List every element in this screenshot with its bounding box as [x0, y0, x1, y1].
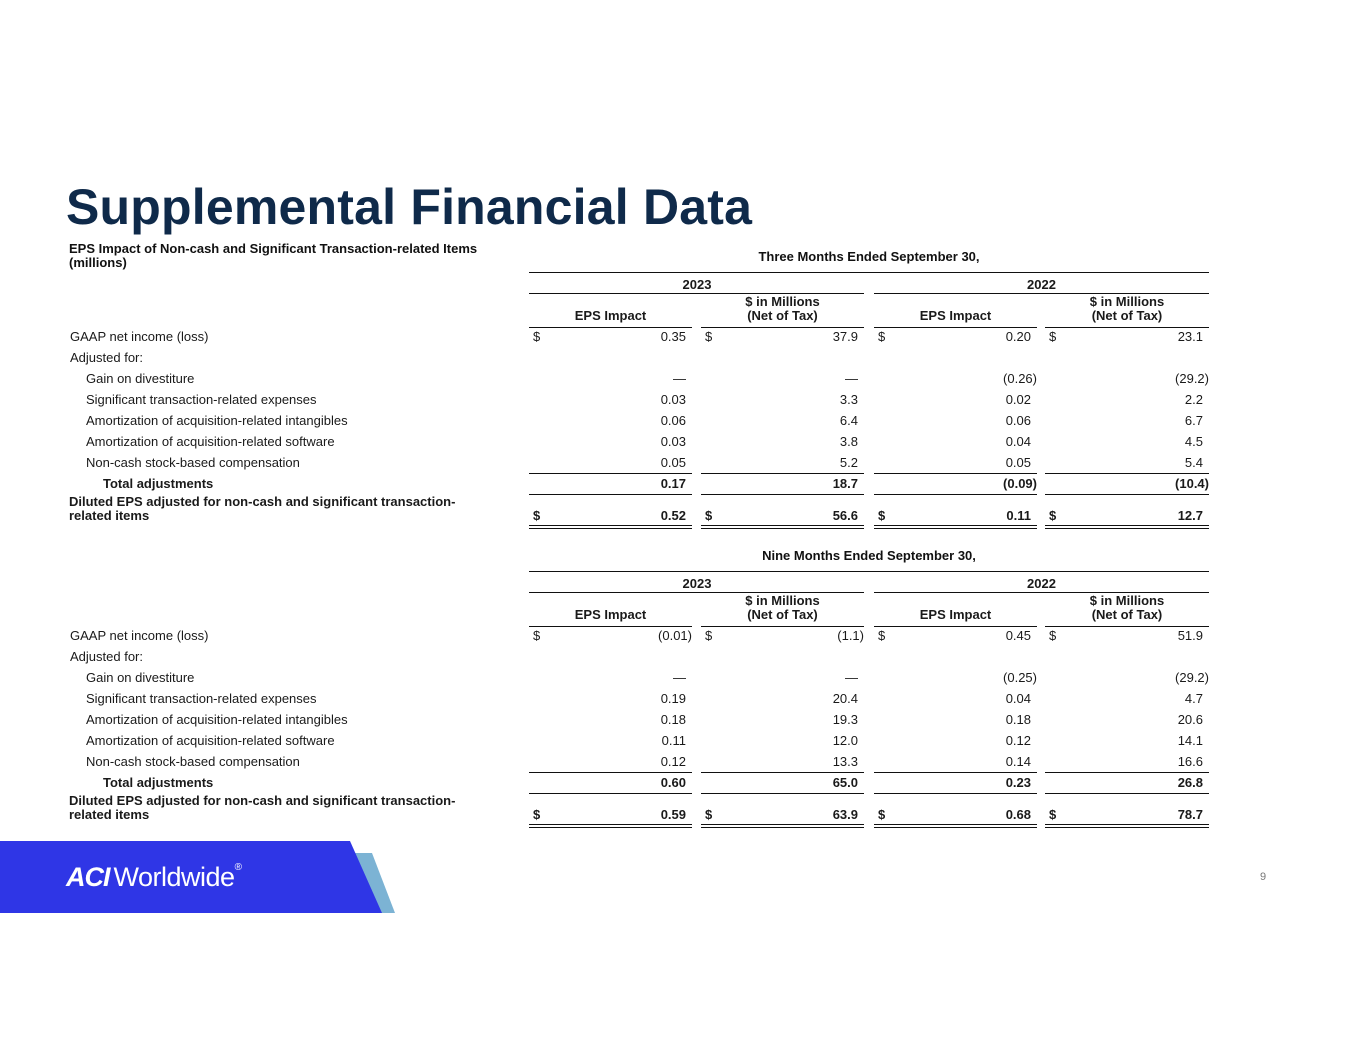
total-line	[529, 772, 692, 773]
cell-value: 0.23	[1005, 775, 1031, 790]
cell-value: 20.6	[1177, 712, 1203, 727]
table-cell	[529, 754, 692, 769]
col-header-underline	[701, 327, 864, 328]
cell-value: —	[845, 371, 858, 386]
table-cell	[1045, 775, 1209, 790]
cell-value: 6.7	[1184, 413, 1203, 428]
year-label-2023: 2023	[682, 277, 712, 292]
total-line	[701, 473, 864, 474]
period-title: Nine Months Ended September 30,	[762, 548, 976, 563]
double-underline-bottom	[529, 827, 692, 828]
col-header-eps-text: EPS Impact	[574, 308, 647, 323]
total-line	[1045, 772, 1209, 773]
cell-value: (0.09)	[1003, 476, 1037, 491]
final-cell	[1045, 807, 1209, 822]
table-cell	[529, 628, 692, 643]
cell-value: 13.3	[832, 754, 858, 769]
table-cell	[529, 434, 692, 449]
col-header-millions	[1045, 594, 1209, 622]
row-label: Significant transaction-related expenses	[86, 691, 317, 706]
logo-mark: ACI	[66, 862, 110, 892]
col-header-eps	[529, 608, 692, 622]
double-underline-bottom	[529, 528, 692, 529]
final-value: 56.6	[832, 508, 858, 523]
cell-value: 0.35	[660, 329, 686, 344]
cell-value: (1.1)	[837, 628, 864, 643]
cell-value: 0.12	[660, 754, 686, 769]
col-header-eps-text: EPS Impact	[919, 607, 992, 622]
cell-value: 6.4	[839, 413, 858, 428]
period-underline	[529, 272, 1209, 273]
table-cell	[874, 628, 1037, 643]
row-label: Non-cash stock-based compensation	[86, 455, 300, 470]
table-cell	[529, 733, 692, 748]
page-number: 9	[1260, 871, 1267, 883]
dollar-sign: $	[533, 807, 541, 822]
total-line	[874, 772, 1037, 773]
cell-value: 5.4	[1184, 455, 1203, 470]
col-header-millions	[701, 295, 864, 323]
total-line	[529, 473, 692, 474]
cell-value: 0.02	[1005, 392, 1031, 407]
double-underline-top	[1045, 525, 1209, 526]
final-line	[874, 793, 1037, 794]
cell-value: 0.60	[660, 775, 686, 790]
row-label: GAAP net income (loss)	[70, 329, 209, 344]
table-cell	[701, 476, 864, 491]
row-label: Adjusted for:	[70, 649, 143, 664]
dollar-sign: $	[1049, 807, 1057, 822]
registered-mark: ®	[234, 862, 242, 873]
cell-value: 37.9	[832, 329, 858, 344]
final-value: 0.52	[660, 508, 686, 523]
final-value: 0.11	[1006, 508, 1031, 523]
double-underline-bottom	[701, 827, 864, 828]
table-cell	[874, 350, 1037, 365]
final-line	[529, 793, 692, 794]
row-label: GAAP net income (loss)	[70, 628, 209, 643]
double-underline-top	[529, 824, 692, 825]
final-cell	[874, 508, 1037, 523]
row-label: Amortization of acquisition-related intangibles	[86, 712, 348, 727]
final-cell	[701, 807, 864, 822]
table-cell	[1045, 434, 1209, 449]
period-title: Three Months Ended September 30,	[758, 249, 980, 264]
cell-value: 0.14	[1005, 754, 1031, 769]
cell-value: 51.9	[1177, 628, 1203, 643]
cell-value: (0.25)	[1003, 670, 1037, 685]
cell-value: (10.4)	[1175, 476, 1209, 491]
table-cell	[701, 691, 864, 706]
final-value: 0.68	[1005, 807, 1031, 822]
table-cell	[1045, 455, 1209, 470]
col-header-underline	[529, 327, 692, 328]
table-cell	[529, 649, 692, 664]
year-label-2022: 2022	[1027, 576, 1056, 591]
cell-value: 20.4	[832, 691, 858, 706]
final-line	[529, 494, 692, 495]
table-cell	[701, 733, 864, 748]
table-cell	[701, 371, 864, 386]
dollar-sign: $	[1049, 628, 1057, 643]
table-cell	[1045, 754, 1209, 769]
dollar-sign: $	[705, 807, 713, 822]
col-header-underline	[874, 626, 1037, 627]
col-header-millions-line2: (Net of Tax)	[1091, 607, 1163, 622]
company-logo	[66, 862, 241, 893]
final-cell	[701, 508, 864, 523]
col-header-eps-text: EPS Impact	[919, 308, 992, 323]
table-cell	[1045, 476, 1209, 491]
final-line	[874, 494, 1037, 495]
dollar-sign: $	[878, 329, 886, 344]
final-value: 0.59	[660, 807, 686, 822]
table-cell	[701, 434, 864, 449]
cell-value: —	[673, 371, 686, 386]
dollar-sign: $	[1049, 329, 1057, 344]
year-label-2022: 2022	[1027, 277, 1056, 292]
col-header-underline	[701, 626, 864, 627]
col-header-millions	[1045, 295, 1209, 323]
double-underline-top	[874, 525, 1037, 526]
cell-value: 0.06	[660, 413, 686, 428]
cell-value: 2.2	[1184, 392, 1203, 407]
double-underline-bottom	[874, 528, 1037, 529]
final-cell	[529, 508, 692, 523]
double-underline-bottom	[701, 528, 864, 529]
row-label: Gain on divestiture	[86, 371, 195, 386]
table-cell	[701, 649, 864, 664]
col-header-underline	[874, 327, 1037, 328]
col-header-millions-line1: $ in Millions	[1089, 593, 1165, 608]
final-label-line-2: related items	[69, 508, 150, 523]
table-cell	[874, 455, 1037, 470]
table-cell	[701, 670, 864, 685]
table-cell	[701, 754, 864, 769]
col-header-millions-line2: (Net of Tax)	[747, 308, 818, 323]
final-row-label	[69, 794, 455, 822]
table-cell	[529, 413, 692, 428]
cell-value: (0.26)	[1003, 371, 1037, 386]
table-cell	[874, 371, 1037, 386]
double-underline-top	[701, 824, 864, 825]
cell-value: 0.18	[1005, 712, 1031, 727]
cell-value: 18.7	[832, 476, 858, 491]
col-header-eps	[874, 608, 1037, 622]
table-cell	[874, 712, 1037, 727]
table-cell	[1045, 670, 1209, 685]
col-header-underline	[529, 626, 692, 627]
table-cell	[874, 434, 1037, 449]
dollar-sign: $	[533, 329, 541, 344]
cell-value: 0.12	[1005, 733, 1031, 748]
table-cell	[701, 455, 864, 470]
col-header-underline	[1045, 327, 1209, 328]
dollar-sign: $	[1049, 508, 1057, 523]
row-label: Amortization of acquisition-related software	[86, 733, 335, 748]
page-title: Supplemental Financial Data	[66, 179, 753, 235]
dollar-sign: $	[878, 807, 886, 822]
total-line	[701, 772, 864, 773]
table-cell	[529, 371, 692, 386]
col-header-eps	[529, 309, 692, 323]
subtitle-line-1: EPS Impact of Non-cash and Significant Transaction-related Items	[69, 241, 478, 256]
cell-value: 0.11	[661, 733, 686, 748]
col-header-underline	[1045, 626, 1209, 627]
table-cell	[701, 712, 864, 727]
total-line	[874, 473, 1037, 474]
total-line	[1045, 473, 1209, 474]
double-underline-top	[1045, 824, 1209, 825]
cell-value: 0.19	[660, 691, 686, 706]
cell-value: 14.1	[1177, 733, 1203, 748]
cell-value: —	[845, 670, 858, 685]
cell-value: 12.0	[832, 733, 858, 748]
cell-value: 0.06	[1005, 413, 1031, 428]
final-line	[1045, 494, 1209, 495]
row-label: Amortization of acquisition-related intangibles	[86, 413, 348, 428]
row-label: Adjusted for:	[70, 350, 143, 365]
table-cell	[529, 329, 692, 344]
cell-value: 0.04	[1005, 434, 1031, 449]
table-cell	[529, 712, 692, 727]
col-header-millions	[701, 594, 864, 622]
final-line	[1045, 793, 1209, 794]
col-header-millions-line1: $ in Millions	[745, 593, 820, 608]
cell-value: 3.8	[839, 434, 858, 449]
logo-wordmark: Worldwide	[113, 862, 235, 892]
row-label: Total adjustments	[103, 476, 214, 491]
table-cell	[1045, 350, 1209, 365]
final-cell	[529, 807, 692, 822]
col-header-eps-text: EPS Impact	[574, 607, 647, 622]
cell-value: 4.7	[1184, 691, 1203, 706]
table-cell	[874, 413, 1037, 428]
cell-value: 5.2	[839, 455, 858, 470]
final-line	[701, 494, 864, 495]
table-cell	[874, 733, 1037, 748]
table-cell	[1045, 413, 1209, 428]
table-cell	[529, 455, 692, 470]
table-cell	[1045, 628, 1209, 643]
dollar-sign: $	[533, 508, 541, 523]
dollar-sign: $	[705, 628, 713, 643]
col-header-eps	[874, 309, 1037, 323]
row-label: Amortization of acquisition-related software	[86, 434, 335, 449]
final-value: 63.9	[832, 807, 858, 822]
table-cell	[1045, 392, 1209, 407]
cell-value: —	[673, 670, 686, 685]
table-cell	[529, 670, 692, 685]
cell-value: 0.05	[1005, 455, 1031, 470]
table-cell	[874, 670, 1037, 685]
row-label: Significant transaction-related expenses	[86, 392, 317, 407]
table-cell	[529, 350, 692, 365]
table-cell	[529, 691, 692, 706]
final-label-line-1: Diluted EPS adjusted for non-cash and significant transaction-	[69, 494, 456, 509]
double-underline-bottom	[1045, 528, 1209, 529]
table-cell	[701, 775, 864, 790]
table-cell	[529, 476, 692, 491]
cell-value: (0.01)	[658, 628, 692, 643]
cell-value: 0.03	[660, 434, 686, 449]
cell-value: 19.3	[832, 712, 858, 727]
final-row-label	[69, 495, 455, 523]
double-underline-bottom	[874, 827, 1037, 828]
subtitle-line-2: (millions)	[69, 255, 127, 270]
final-line	[701, 793, 864, 794]
double-underline-bottom	[1045, 827, 1209, 828]
table-cell	[874, 649, 1037, 664]
cell-value: 4.5	[1184, 434, 1203, 449]
dollar-sign: $	[878, 628, 886, 643]
final-label-line-1: Diluted EPS adjusted for non-cash and significant transaction-	[69, 793, 456, 808]
table-cell	[701, 413, 864, 428]
dollar-sign: $	[705, 508, 713, 523]
table-cell	[874, 775, 1037, 790]
table-cell	[529, 392, 692, 407]
table-cell	[701, 350, 864, 365]
double-underline-top	[701, 525, 864, 526]
dollar-sign: $	[705, 329, 713, 344]
cell-value: 3.3	[839, 392, 858, 407]
final-value: 12.7	[1177, 508, 1203, 523]
table-cell	[874, 329, 1037, 344]
period-underline	[529, 571, 1209, 572]
dollar-sign: $	[533, 628, 541, 643]
cell-value: 0.03	[660, 392, 686, 407]
cell-value: 0.20	[1005, 329, 1031, 344]
table-cell	[874, 392, 1037, 407]
double-underline-top	[529, 525, 692, 526]
final-value: 78.7	[1177, 807, 1203, 822]
cell-value: (29.2)	[1175, 670, 1209, 685]
dollar-sign: $	[878, 508, 886, 523]
table-cell	[701, 392, 864, 407]
cell-value: 0.04	[1005, 691, 1031, 706]
final-label-line-2: related items	[69, 807, 150, 822]
cell-value: 26.8	[1177, 775, 1203, 790]
final-cell	[1045, 508, 1209, 523]
cell-value: 16.6	[1177, 754, 1203, 769]
row-label: Total adjustments	[103, 775, 214, 790]
table-subtitle	[69, 242, 477, 270]
col-header-millions-line2: (Net of Tax)	[747, 607, 818, 622]
table-cell	[874, 691, 1037, 706]
col-header-millions-line1: $ in Millions	[745, 294, 820, 309]
cell-value: 0.05	[660, 455, 686, 470]
table-cell	[1045, 329, 1209, 344]
double-underline-top	[874, 824, 1037, 825]
cell-value: 0.17	[660, 476, 686, 491]
cell-value: 0.45	[1005, 628, 1031, 643]
table-cell	[1045, 733, 1209, 748]
cell-value: 65.0	[832, 775, 858, 790]
row-label: Non-cash stock-based compensation	[86, 754, 300, 769]
cell-value: (29.2)	[1175, 371, 1209, 386]
table-cell	[701, 628, 864, 643]
table-cell	[1045, 649, 1209, 664]
table-cell	[529, 775, 692, 790]
table-cell	[1045, 691, 1209, 706]
final-cell	[874, 807, 1037, 822]
table-cell	[1045, 712, 1209, 727]
table-cell	[1045, 371, 1209, 386]
table-cell	[874, 476, 1037, 491]
cell-value: 0.18	[660, 712, 686, 727]
col-header-millions-line2: (Net of Tax)	[1091, 308, 1163, 323]
year-label-2023: 2023	[682, 576, 712, 591]
table-cell	[874, 754, 1037, 769]
cell-value: 23.1	[1177, 329, 1203, 344]
table-cell	[701, 329, 864, 344]
col-header-millions-line1: $ in Millions	[1089, 294, 1165, 309]
row-label: Gain on divestiture	[86, 670, 195, 685]
